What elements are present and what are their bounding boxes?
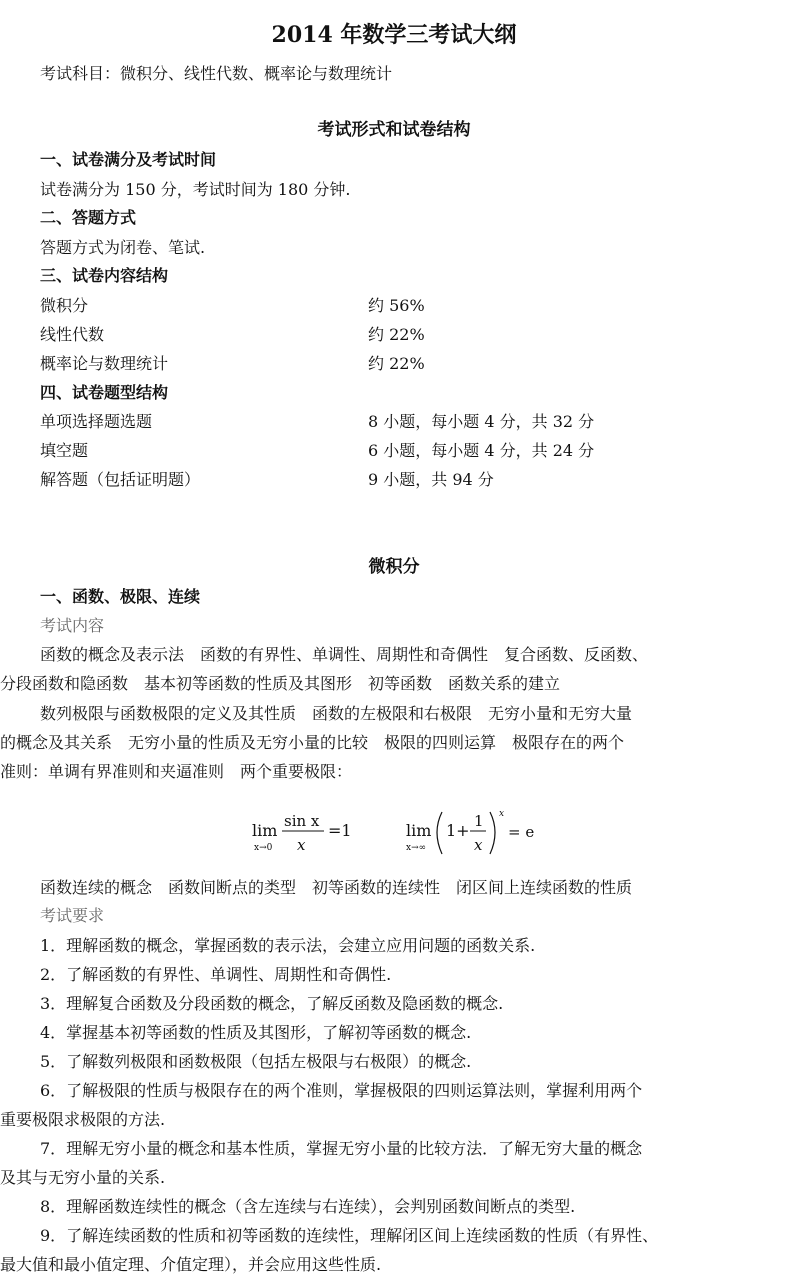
content-row-percent: 约 56% (368, 296, 425, 315)
section-score-time-text: 试卷满分为 150 分，考试时间为 180 分钟. (40, 180, 351, 199)
structure-heading: 考试形式和试卷结构 (317, 120, 471, 140)
section-content-structure-title: 三、试卷内容结构 (40, 266, 169, 285)
content-line: 函数连续的概念 函数间断点的类型 初等函数的连续性 闭区间上连续函数的性质 (40, 878, 633, 897)
requirement-item: 2．了解函数的有界性、单调性、周期性和奇偶性. (40, 965, 392, 984)
exam-subjects: 考试科目：微积分、线性代数、概率论与数理统计 (40, 64, 393, 83)
left-paren (437, 812, 442, 854)
content-line: 函数的概念及表示法 函数的有界性、单调性、周期性和奇偶性 复合函数、反函数、 (40, 645, 649, 664)
formula-svg (250, 806, 570, 860)
content-line: 的概念及其关系 无穷小量的性质及无穷小量的比较 极限的四则运算 极限存在的两个 (0, 733, 625, 752)
requirement-item: 5．了解数列极限和函数极限（包括左极限与右极限）的概念. (40, 1052, 472, 1071)
section-score-time-title: 一、试卷满分及考试时间 (40, 150, 217, 169)
question-type-name: 填空题 (40, 441, 89, 460)
requirement-item: 6．了解极限的性质与极限存在的两个准则，掌握极限的四则运算法则，掌握利用两个 (40, 1081, 643, 1100)
question-type-desc: 6 小题，每小题 4 分，共 24 分 (368, 441, 595, 460)
equals-e: = e (508, 823, 535, 841)
calculus-heading: 微积分 (368, 557, 420, 577)
content-line: 准则：单调有界准则和夹逼准则 两个重要极限： (0, 762, 353, 781)
equals-one: =1 (328, 821, 352, 840)
section-answer-method-text: 答题方式为闭卷、笔试. (40, 238, 206, 257)
requirement-item: 9．了解连续函数的性质和初等函数的连续性，理解闭区间上连续函数的性质（有界性、 (40, 1226, 659, 1245)
question-type-name: 解答题（包括证明题） (40, 470, 201, 489)
question-type-desc: 8 小题，每小题 4 分，共 32 分 (368, 412, 595, 431)
requirement-item: 最大值和最小值定理、介值定理），并会应用这些性质. (0, 1255, 382, 1274)
requirement-item: 4．掌握基本初等函数的性质及其图形，了解初等函数的概念. (40, 1023, 472, 1042)
content-row-percent: 约 22% (368, 354, 425, 373)
requirement-item: 8．理解函数连续性的概念（含左连续与右连续），会判别函数间断点的类型. (40, 1197, 576, 1216)
content-label: 考试内容 (40, 616, 105, 635)
lim-text: lim (252, 821, 278, 840)
requirement-item: 及其与无穷小量的关系. (0, 1168, 166, 1187)
content-line: 分段函数和隐函数 基本初等函数的性质及其图形 初等函数 函数关系的建立 (0, 674, 561, 693)
requirements-label: 考试要求 (40, 906, 105, 925)
fraction-numerator: 1 (474, 812, 484, 830)
question-type-name: 单项选择题选题 (40, 412, 153, 431)
lim-text: lim (406, 821, 432, 840)
requirement-item: 3．理解复合函数及分段函数的概念，了解反函数及隐函数的概念. (40, 994, 504, 1013)
question-type-desc: 9 小题，共 94 分 (368, 470, 494, 489)
document-title: 2014 年数学三考试大纲 (271, 22, 517, 48)
exponent: x (499, 809, 505, 819)
lim-subscript: x→0 (254, 843, 273, 853)
fraction-numerator: sin x (284, 812, 320, 830)
lim-subscript: x→∞ (406, 843, 427, 853)
fraction-denominator: x (297, 836, 306, 854)
section-answer-method-title: 二、答题方式 (40, 208, 137, 227)
content-row-subject: 微积分 (40, 296, 89, 315)
content-line: 数列极限与函数极限的定义及其性质 函数的左极限和右极限 无穷小量和无穷大量 (40, 704, 633, 723)
right-paren (490, 812, 495, 854)
requirement-item: 1．理解函数的概念，掌握函数的表示法，会建立应用问题的函数关系. (40, 936, 536, 955)
content-row-subject: 线性代数 (40, 325, 105, 344)
content-row-percent: 约 22% (368, 325, 425, 344)
fraction-denominator: x (474, 836, 483, 854)
section-question-types-title: 四、试卷题型结构 (40, 383, 169, 402)
content-row-subject: 概率论与数理统计 (40, 354, 169, 373)
calculus-section-title: 一、函数、极限、连续 (40, 587, 201, 606)
important-limits-formula (250, 806, 570, 860)
requirement-item: 重要极限求极限的方法. (0, 1110, 166, 1129)
one-plus: 1+ (446, 821, 470, 840)
requirement-item: 7．理解无穷小量的概念和基本性质，掌握无穷小量的比较方法．了解无穷大量的概念 (40, 1139, 643, 1158)
